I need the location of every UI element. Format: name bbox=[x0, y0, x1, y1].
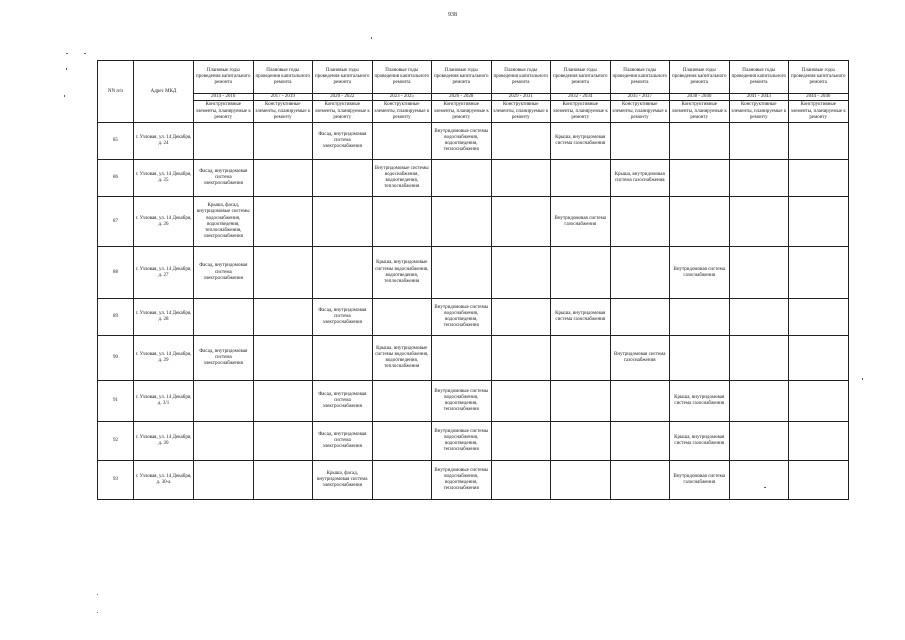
table-cell bbox=[372, 299, 432, 336]
row-number: 90 bbox=[98, 336, 134, 381]
table-cell: Фасад, внутридомовая система электроснабжения bbox=[194, 160, 254, 197]
row-number: 86 bbox=[98, 160, 134, 197]
table-cell bbox=[313, 197, 373, 247]
table-cell bbox=[551, 247, 611, 299]
col-header-elements: Конструктивные элементы, планируемые к ремонту bbox=[729, 101, 789, 123]
table-cell bbox=[491, 381, 551, 422]
table-cell bbox=[789, 381, 849, 422]
col-header-period: 2041 - 2043 bbox=[729, 94, 789, 101]
table-cell bbox=[491, 461, 551, 500]
table-cell bbox=[670, 123, 730, 160]
table-cell: Фасад, внутридомовая система электроснабжения bbox=[313, 123, 373, 160]
row-address: г. Узловая, ул. 14 Декабря, д. 30 bbox=[134, 422, 194, 461]
table-row bbox=[98, 336, 849, 381]
table-cell: Внутридомовые системы водоснабжения, водоотведения, теплоснабжения bbox=[432, 299, 492, 336]
table-cell bbox=[253, 381, 313, 422]
table-cell bbox=[253, 160, 313, 197]
table-cell bbox=[610, 381, 670, 422]
table-cell bbox=[372, 422, 432, 461]
table-cell bbox=[789, 461, 849, 500]
table-cell bbox=[610, 299, 670, 336]
table-cell bbox=[789, 123, 849, 160]
table-row bbox=[98, 381, 849, 422]
table-cell: Внутридомовая система газоснабжения bbox=[670, 247, 730, 299]
col-header-elements: Конструктивные элементы, планируемые к ремонту bbox=[253, 101, 313, 123]
col-header-planned: Плановые годы проведения капитального ремонта bbox=[313, 61, 373, 94]
table-cell bbox=[789, 422, 849, 461]
col-header-address: Адрес МКД bbox=[134, 61, 194, 123]
table-cell bbox=[729, 336, 789, 381]
table-cell: Внутридомовые системы водоснабжения, водоотведения, теплоснабжения bbox=[372, 160, 432, 197]
col-header-elements: Конструктивные элементы, планируемые к ремонту bbox=[194, 101, 254, 123]
col-header-planned: Плановые годы проведения капитального ремонта bbox=[194, 61, 254, 94]
row-address: г. Узловая, ул. 14 Декабря, д. 27 bbox=[134, 247, 194, 299]
scan-speck bbox=[64, 95, 65, 97]
col-header-planned: Плановые годы проведения капитального ремонта bbox=[253, 61, 313, 94]
table-cell bbox=[313, 247, 373, 299]
table-cell bbox=[372, 123, 432, 160]
table-cell bbox=[670, 160, 730, 197]
col-header-period: 2023 - 2025 bbox=[372, 94, 432, 101]
table-cell: Внутридомовая система газоснабжения bbox=[551, 197, 611, 247]
col-header-period: 2038 - 2040 bbox=[670, 94, 730, 101]
table-row bbox=[98, 160, 849, 197]
table-cell bbox=[670, 197, 730, 247]
table-cell: Внутридомовая система газоснабжения bbox=[670, 461, 730, 500]
col-header-planned: Плановые годы проведения капитального ремонта bbox=[372, 61, 432, 94]
table-cell bbox=[729, 461, 789, 500]
table-cell bbox=[551, 336, 611, 381]
table-cell bbox=[789, 160, 849, 197]
table-cell bbox=[729, 197, 789, 247]
table-cell bbox=[372, 197, 432, 247]
table-cell: Крыша, внутридомовая система газоснабжения bbox=[551, 299, 611, 336]
row-address: г. Узловая, ул. 14 Декабря, д. 30-а bbox=[134, 461, 194, 500]
col-header-planned: Плановые годы проведения капитального ремонта bbox=[670, 61, 730, 94]
table-cell bbox=[789, 247, 849, 299]
table-cell bbox=[491, 422, 551, 461]
row-address: г. Узловая, ул. 14 Декабря, д. 24 bbox=[134, 123, 194, 160]
table-cell bbox=[610, 461, 670, 500]
row-address: г. Узловая, ул. 14 Декабря, д. 26 bbox=[134, 197, 194, 247]
table-cell: Крыша, фасад, внутридомовые системы водоснабжения, водоотведения, теплоснабжения, электроснабжения bbox=[194, 197, 254, 247]
table-cell bbox=[253, 197, 313, 247]
col-header-planned: Плановые годы проведения капитального ремонта bbox=[610, 61, 670, 94]
row-address: г. Узловая, ул. 14 Декабря, д. 3/1 bbox=[134, 381, 194, 422]
table-cell bbox=[253, 299, 313, 336]
table-header bbox=[98, 61, 849, 123]
table-cell bbox=[194, 381, 254, 422]
table-cell: Крыша, внутридомовая система газоснабжения bbox=[670, 422, 730, 461]
table-cell bbox=[313, 336, 373, 381]
row-number: 93 bbox=[98, 461, 134, 500]
table-cell bbox=[551, 461, 611, 500]
row-number: 88 bbox=[98, 247, 134, 299]
table-cell: Фасад, внутридомовая система электроснабжения bbox=[313, 381, 373, 422]
table-cell bbox=[729, 299, 789, 336]
table-cell bbox=[491, 197, 551, 247]
col-header-planned: Плановые годы проведения капитального ремонта bbox=[432, 61, 492, 94]
row-number: 89 bbox=[98, 299, 134, 336]
col-header-period: 2032 - 2034 bbox=[551, 94, 611, 101]
col-header-planned: Плановые годы проведения капитального ремонта bbox=[491, 61, 551, 94]
table-row bbox=[98, 422, 849, 461]
col-header-period: 2020 - 2022 bbox=[313, 94, 373, 101]
table-cell bbox=[432, 247, 492, 299]
col-header-period: 2035 - 2037 bbox=[610, 94, 670, 101]
table-row bbox=[98, 197, 849, 247]
col-header-planned: Плановые годы проведения капитального ремонта bbox=[551, 61, 611, 94]
col-header-elements: Конструктивные элементы, планируемые к ремонту bbox=[610, 101, 670, 123]
scan-speck bbox=[371, 37, 372, 39]
table-cell bbox=[194, 461, 254, 500]
col-header-elements: Конструктивные элементы, планируемые к ремонту bbox=[670, 101, 730, 123]
table-cell bbox=[253, 461, 313, 500]
table-cell bbox=[491, 299, 551, 336]
col-header-elements: Конструктивные элементы, планируемые к ремонту bbox=[432, 101, 492, 123]
col-header-elements: Конструктивные элементы, планируемые к ремонту bbox=[313, 101, 373, 123]
scan-speck bbox=[66, 53, 68, 54]
table-cell bbox=[610, 197, 670, 247]
col-header-period: 2029 - 2031 bbox=[491, 94, 551, 101]
table-cell bbox=[253, 422, 313, 461]
table-cell bbox=[491, 123, 551, 160]
table-cell: Крыша, внутридомовая система газоснабжения bbox=[670, 381, 730, 422]
col-header-planned: Плановые годы проведения капитального ремонта bbox=[729, 61, 789, 94]
table-cell bbox=[551, 160, 611, 197]
table-cell: Внутридомовые системы водоснабжения, водоотведения, теплоснабжения bbox=[432, 422, 492, 461]
table-cell bbox=[729, 123, 789, 160]
table-cell: Внутридомовые системы водоснабжения, водоотведения, теплоснабжения bbox=[432, 461, 492, 500]
table-cell bbox=[253, 123, 313, 160]
table-cell bbox=[432, 160, 492, 197]
table-row bbox=[98, 123, 849, 160]
table-cell bbox=[729, 160, 789, 197]
table-cell bbox=[491, 336, 551, 381]
table-body bbox=[98, 123, 849, 500]
table-cell: Фасад, внутридомовая система электроснабжения bbox=[194, 247, 254, 299]
table-cell bbox=[670, 299, 730, 336]
table-cell: Крыша, внутридомовая система газоснабжения bbox=[610, 160, 670, 197]
col-header-number: NN п/п bbox=[98, 61, 134, 123]
table-cell bbox=[551, 422, 611, 461]
table-cell bbox=[313, 160, 373, 197]
table-cell bbox=[551, 381, 611, 422]
col-header-period: 2014 - 2016 bbox=[194, 94, 254, 101]
col-header-planned: Плановые годы проведения капитального ремонта bbox=[789, 61, 849, 94]
table-cell bbox=[194, 123, 254, 160]
col-header-elements: Конструктивные элементы, планируемые к ремонту bbox=[789, 101, 849, 123]
col-header-elements: Конструктивные элементы, планируемые к ремонту bbox=[551, 101, 611, 123]
table-cell bbox=[194, 422, 254, 461]
table-cell bbox=[253, 247, 313, 299]
scan-speck bbox=[66, 68, 67, 70]
row-number: 91 bbox=[98, 381, 134, 422]
table-cell bbox=[789, 299, 849, 336]
table-cell: Крыша, фасад, внутридомовая система электроснабжения bbox=[313, 461, 373, 500]
table-cell bbox=[432, 336, 492, 381]
table-cell bbox=[789, 336, 849, 381]
table-cell: Крыша, внутридомовые системы водоснабжения, водоотведения, теплоснабжения bbox=[372, 247, 432, 299]
table-cell bbox=[372, 381, 432, 422]
scan-speck bbox=[84, 53, 86, 54]
table-cell bbox=[253, 336, 313, 381]
table-row bbox=[98, 299, 849, 336]
table-cell bbox=[372, 461, 432, 500]
table-row bbox=[98, 247, 849, 299]
scan-speck bbox=[97, 594, 98, 595]
col-header-period: 2044 - 2046 bbox=[789, 94, 849, 101]
table-cell bbox=[729, 381, 789, 422]
row-address: г. Узловая, ул. 14 Декабря, д. 29 bbox=[134, 336, 194, 381]
scan-speck bbox=[862, 378, 863, 380]
col-header-elements: Конструктивные элементы, планируемые к ремонту bbox=[372, 101, 432, 123]
row-number: 87 bbox=[98, 197, 134, 247]
page-number: 938 bbox=[448, 12, 457, 18]
table-cell bbox=[432, 197, 492, 247]
table-cell bbox=[491, 247, 551, 299]
row-number: 85 bbox=[98, 123, 134, 160]
table-cell bbox=[194, 299, 254, 336]
row-number: 92 bbox=[98, 422, 134, 461]
table-cell: Внутридомовые системы водоснабжения, водоотведения, теплоснабжения bbox=[432, 381, 492, 422]
table-cell bbox=[789, 197, 849, 247]
repair-schedule-table bbox=[97, 60, 849, 500]
table-cell bbox=[610, 247, 670, 299]
table-cell: Фасад, внутридомовая система электроснабжения bbox=[313, 422, 373, 461]
table-cell bbox=[610, 422, 670, 461]
table-cell bbox=[491, 160, 551, 197]
table-cell bbox=[729, 247, 789, 299]
table-cell bbox=[610, 123, 670, 160]
col-header-elements: Конструктивные элементы, планируемые к ремонту bbox=[491, 101, 551, 123]
table-cell: Крыша, внутридомовая система газоснабжения bbox=[551, 123, 611, 160]
row-address: г. Узловая, ул. 14 Декабря, д. 25 bbox=[134, 160, 194, 197]
table-cell bbox=[729, 422, 789, 461]
col-header-period: 2017 - 2019 bbox=[253, 94, 313, 101]
table-cell: Фасад, внутридомовая система электроснабжения bbox=[313, 299, 373, 336]
table-cell: Внутридомовые системы водоснабжения, водоотведения, теплоснабжения bbox=[432, 123, 492, 160]
table-row bbox=[98, 461, 849, 500]
table-cell: Крыша, внутридомовые системы водоснабжения, водоотведения, теплоснабжения bbox=[372, 336, 432, 381]
col-header-period: 2026 - 2028 bbox=[432, 94, 492, 101]
table-cell: Внутридомовая система газоснабжения bbox=[610, 336, 670, 381]
scan-speck bbox=[97, 612, 98, 613]
row-address: г. Узловая, ул. 14 Декабря, д. 28 bbox=[134, 299, 194, 336]
table-cell: Фасад, внутридомовая система электроснабжения bbox=[194, 336, 254, 381]
table-cell bbox=[670, 336, 730, 381]
